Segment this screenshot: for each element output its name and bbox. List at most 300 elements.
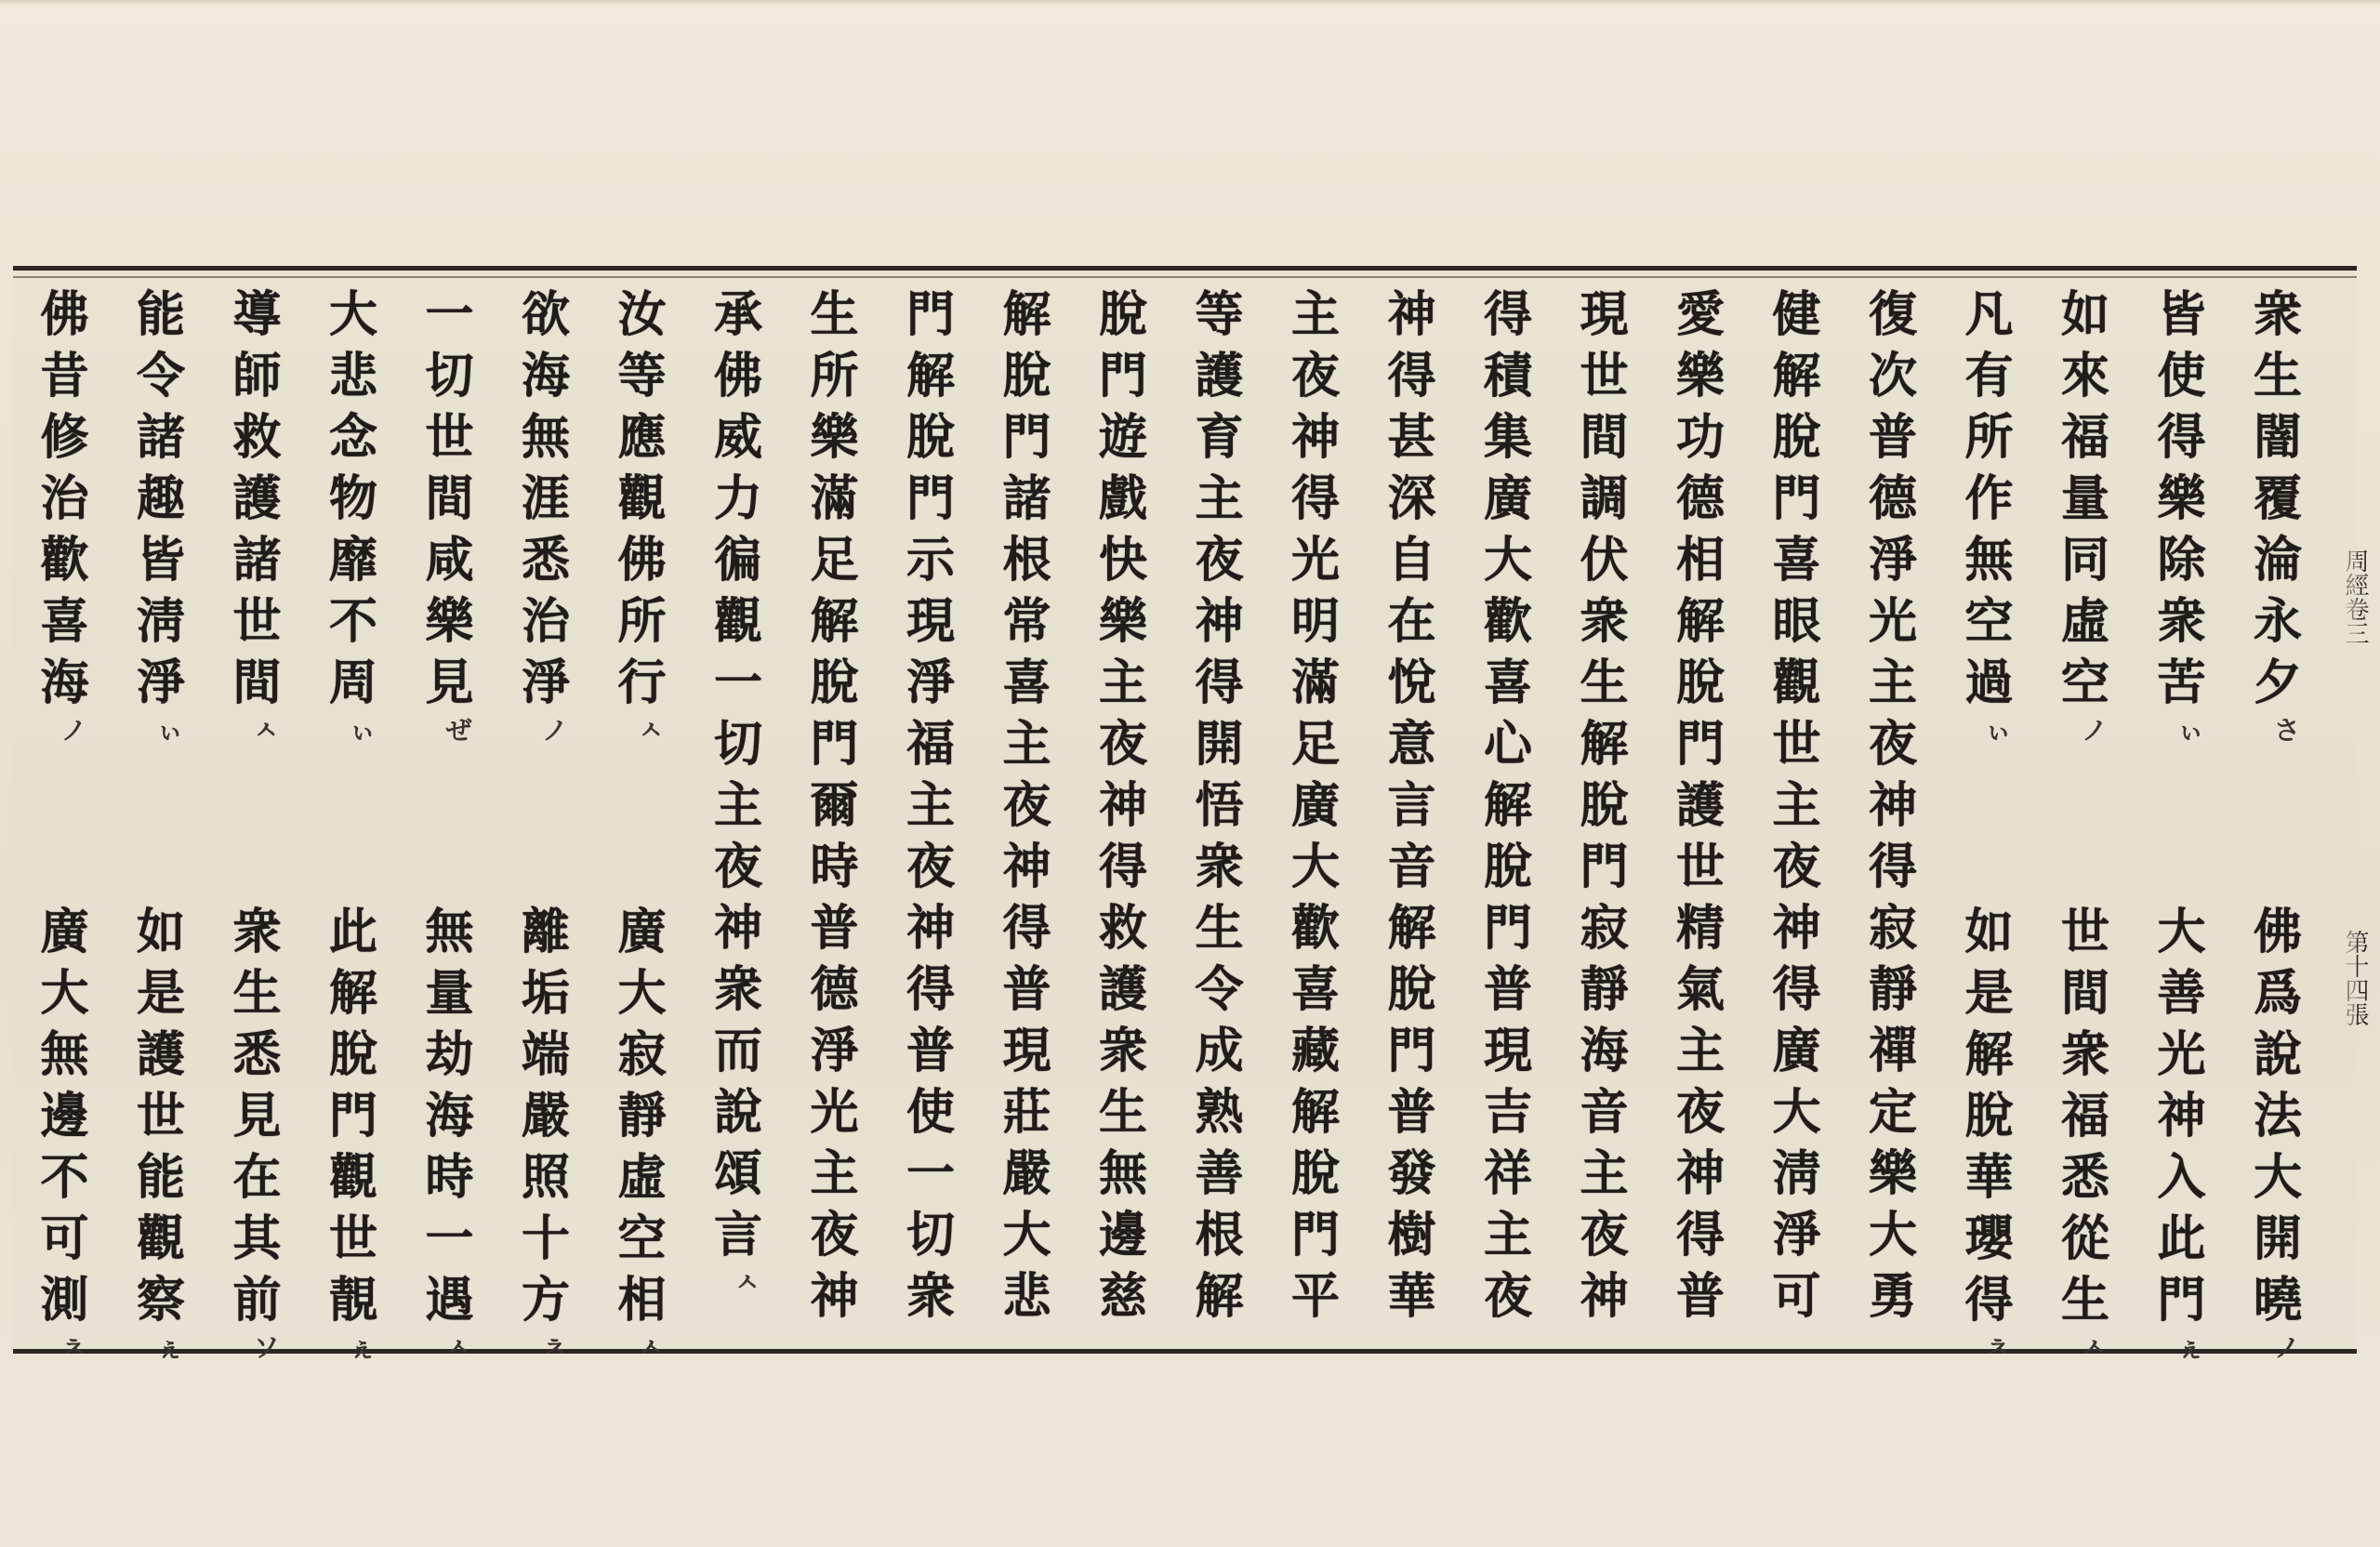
glyph: 主 — [1290, 286, 1340, 343]
glyph: 戲 — [1098, 470, 1147, 527]
glyph: 得 — [906, 961, 955, 1018]
glyph: 普 — [810, 900, 859, 957]
glyph: 咸 — [425, 532, 474, 588]
glyph: 門 — [1290, 1207, 1340, 1263]
glyph: 門 — [1483, 900, 1532, 957]
glyph: 護 — [1675, 777, 1725, 834]
glyph: 神 — [2157, 1088, 2206, 1144]
glyph: 門 — [1772, 470, 1821, 527]
glyph: 大 — [2253, 1149, 2302, 1206]
glyph: 十 — [521, 1210, 570, 1267]
lower-column-annotation: ぇ — [350, 1332, 377, 1363]
glyph: 佛 — [617, 532, 667, 588]
glyph: 主 — [810, 1145, 859, 1202]
lower-column-annotation: ㅅ — [445, 1332, 471, 1363]
glyph: 喜 — [1483, 654, 1532, 711]
glyph: 得 — [1098, 839, 1147, 895]
glyph: 主 — [1868, 654, 1917, 711]
glyph: 淨 — [906, 654, 955, 711]
upper-column-19 — [418, 284, 482, 714]
upper-column-0 — [2246, 284, 2309, 714]
lower-column-annotation: ぇ — [157, 1332, 184, 1363]
glyph: 端 — [521, 1026, 570, 1083]
glyph: 此 — [328, 904, 377, 960]
glyph: 氣 — [1675, 961, 1725, 1018]
glyph: 現 — [906, 593, 955, 650]
upper-column-13 — [996, 284, 1059, 1328]
lower-column-0 — [2246, 902, 2309, 1331]
glyph: 樂 — [1098, 593, 1147, 650]
glyph: 悅 — [1387, 654, 1436, 711]
glyph: 門 — [328, 1088, 377, 1144]
glyph: 瓔 — [1964, 1210, 2014, 1267]
glyph: 夜 — [1483, 1268, 1532, 1325]
glyph: 離 — [521, 904, 570, 960]
glyph: 威 — [713, 409, 762, 466]
glyph: 說 — [713, 1084, 762, 1141]
glyph: 生 — [1195, 900, 1244, 957]
glyph: 大 — [328, 286, 377, 343]
glyph: 靜 — [1580, 961, 1629, 1018]
glyph: 足 — [810, 532, 859, 588]
glyph: 如 — [1964, 904, 2014, 960]
glyph: 此 — [2157, 1210, 2206, 1267]
glyph: 無 — [425, 904, 474, 960]
glyph: 神 — [1195, 593, 1244, 650]
glyph: 大 — [40, 965, 89, 1022]
glyph: 樂 — [1868, 1145, 1917, 1202]
glyph: 得 — [1675, 1207, 1725, 1263]
glyph: 福 — [906, 716, 955, 773]
glyph: 解 — [1675, 593, 1725, 650]
glyph: 言 — [1387, 777, 1436, 834]
lower-column-1 — [2150, 902, 2214, 1331]
glyph: 現 — [1483, 1023, 1532, 1079]
glyph: 所 — [810, 348, 859, 404]
glyph: 定 — [1868, 1084, 1917, 1141]
glyph: 廣 — [1772, 1023, 1821, 1079]
glyph: 脫 — [810, 654, 859, 711]
glyph: 普 — [1675, 1268, 1725, 1325]
glyph: 照 — [521, 1149, 570, 1206]
lower-column-22 — [129, 902, 192, 1331]
glyph: 應 — [617, 409, 667, 466]
glyph: 生 — [1098, 1084, 1147, 1141]
glyph: 察 — [136, 1272, 185, 1329]
glyph: 光 — [2157, 1026, 2206, 1083]
glyph: 德 — [1675, 470, 1725, 527]
glyph: 衆 — [1580, 593, 1629, 650]
upper-column-annotation: ノ — [2082, 715, 2109, 746]
upper-column-annotation: ノ — [542, 715, 569, 746]
glyph: 見 — [425, 654, 474, 711]
lower-column-annotation: ソ — [253, 1332, 280, 1363]
glyph: 莊 — [1002, 1084, 1051, 1141]
glyph: 開 — [2253, 1210, 2302, 1267]
glyph: 衆 — [2060, 1026, 2109, 1083]
lower-column-3 — [1958, 902, 2021, 1331]
glyph: 間 — [232, 654, 282, 711]
glyph: 遊 — [1098, 409, 1147, 466]
glyph: 深 — [1387, 470, 1436, 527]
glyph: 曉 — [2253, 1272, 2302, 1329]
glyph: 廣 — [1483, 470, 1532, 527]
upper-column-annotation: ㅅ — [638, 715, 664, 746]
glyph: 光 — [1290, 532, 1340, 588]
glyph: 徧 — [713, 532, 762, 588]
glyph: 脫 — [1675, 654, 1725, 711]
upper-column-11 — [1188, 284, 1251, 1328]
colophon-upper-text: 周經卷三 — [2341, 549, 2369, 645]
lower-column-annotation: ㅅ — [2082, 1332, 2108, 1363]
glyph: 夜 — [1580, 1207, 1629, 1263]
glyph: 過 — [1964, 654, 2014, 711]
glyph: 淨 — [1868, 532, 1917, 588]
glyph: 夜 — [1772, 839, 1821, 895]
glyph: 夕 — [2253, 654, 2302, 711]
glyph: 樂 — [425, 593, 474, 650]
glyph: 善 — [1195, 1145, 1244, 1202]
glyph: 樂 — [1675, 348, 1725, 404]
upper-column-18 — [514, 284, 577, 714]
upper-column-2 — [2054, 284, 2117, 714]
glyph: 悲 — [1002, 1268, 1051, 1325]
glyph: 爲 — [2253, 965, 2302, 1022]
glyph: 甚 — [1387, 409, 1436, 466]
glyph: 功 — [1675, 409, 1725, 466]
upper-column-1 — [2150, 284, 2214, 714]
glyph: 衆 — [2253, 286, 2302, 343]
glyph: 健 — [1772, 286, 1821, 343]
glyph: 不 — [40, 1149, 89, 1206]
glyph: 普 — [1002, 961, 1051, 1018]
glyph: 導 — [232, 286, 282, 343]
glyph: 集 — [1483, 409, 1532, 466]
glyph: 生 — [2060, 1272, 2109, 1329]
glyph: 神 — [1002, 839, 1051, 895]
glyph: 門 — [906, 286, 955, 343]
glyph: 大 — [1290, 839, 1340, 895]
glyph: 相 — [1675, 532, 1725, 588]
glyph: 可 — [1772, 1268, 1821, 1325]
glyph: 得 — [1964, 1272, 2014, 1329]
glyph: 淨 — [1772, 1207, 1821, 1263]
glyph: 普 — [1483, 961, 1532, 1018]
glyph: 世 — [328, 1210, 377, 1267]
glyph: 無 — [1098, 1145, 1147, 1202]
glyph: 脫 — [906, 409, 955, 466]
glyph: 普 — [906, 1023, 955, 1079]
glyph: 淨 — [136, 654, 185, 711]
glyph: 救 — [232, 409, 282, 466]
glyph: 喜 — [40, 593, 89, 650]
glyph: 衆 — [2157, 593, 2206, 650]
upper-column-4 — [1861, 284, 1924, 1328]
glyph: 平 — [1290, 1268, 1340, 1325]
upper-column-23 — [33, 284, 97, 714]
glyph: 等 — [1195, 286, 1244, 343]
glyph: 念 — [328, 409, 377, 466]
glyph: 世 — [232, 593, 282, 650]
glyph: 寂 — [1868, 900, 1917, 957]
glyph: 靚 — [328, 1272, 377, 1329]
glyph: 世 — [1580, 348, 1629, 404]
glyph: 得 — [1483, 286, 1532, 343]
glyph: 諸 — [1002, 470, 1051, 527]
glyph: 欲 — [521, 286, 570, 343]
glyph: 力 — [713, 470, 762, 527]
glyph: 夜 — [1098, 716, 1147, 773]
glyph: 熟 — [1195, 1084, 1244, 1141]
glyph: 可 — [40, 1210, 89, 1267]
glyph: 衆 — [1098, 1023, 1147, 1079]
glyph: 淪 — [2253, 532, 2302, 588]
glyph: 解 — [1580, 716, 1629, 773]
glyph: 凡 — [1964, 286, 2014, 343]
glyph: 神 — [1868, 777, 1917, 834]
glyph: 諸 — [232, 532, 282, 588]
lower-column-17 — [611, 902, 674, 1331]
upper-column-3 — [1958, 284, 2021, 714]
upper-column-annotation: ぜ — [445, 715, 472, 746]
glyph: 廣 — [1290, 777, 1340, 834]
glyph: 能 — [136, 1149, 185, 1206]
glyph: 廣 — [617, 904, 667, 960]
glyph: 其 — [232, 1210, 282, 1267]
upper-column-14 — [899, 284, 962, 1328]
glyph: 護 — [1195, 348, 1244, 404]
glyph: 夜 — [1868, 716, 1917, 773]
glyph: 脫 — [1772, 409, 1821, 466]
glyph: 廣 — [40, 904, 89, 960]
glyph: 次 — [1868, 348, 1917, 404]
glyph: 吉 — [1483, 1084, 1532, 1141]
glyph: 皆 — [136, 532, 185, 588]
glyph: 復 — [1868, 286, 1917, 343]
glyph: 夜 — [713, 839, 762, 895]
glyph: 勇 — [1868, 1268, 1917, 1325]
glyph: 見 — [232, 1088, 282, 1144]
glyph: 福 — [2060, 1088, 2109, 1144]
glyph: 衆 — [906, 1268, 955, 1325]
glyph: 現 — [1002, 1023, 1051, 1079]
glyph: 脫 — [1098, 286, 1147, 343]
glyph: 得 — [1868, 839, 1917, 895]
glyph: 大 — [1772, 1084, 1821, 1141]
glyph: 切 — [713, 716, 762, 773]
glyph: 間 — [2060, 965, 2109, 1022]
glyph: 無 — [521, 409, 570, 466]
glyph: 在 — [232, 1149, 282, 1206]
glyph: 眼 — [1772, 593, 1821, 650]
glyph: 海 — [521, 348, 570, 404]
glyph: 現 — [1580, 286, 1629, 343]
glyph: 相 — [617, 1272, 667, 1329]
glyph: 有 — [1964, 348, 2014, 404]
glyph: 主 — [906, 777, 955, 834]
upper-column-15 — [803, 284, 866, 1328]
glyph: 除 — [2157, 532, 2206, 588]
upper-column-21 — [226, 284, 289, 714]
glyph: 一 — [906, 1145, 955, 1202]
glyph: 時 — [425, 1149, 474, 1206]
glyph: 行 — [617, 654, 667, 711]
upper-column-7 — [1573, 284, 1636, 1328]
glyph: 藏 — [1290, 1023, 1340, 1079]
glyph: 解 — [1002, 286, 1051, 343]
lower-column-2 — [2054, 902, 2117, 1331]
glyph: 爾 — [810, 777, 859, 834]
glyph: 海 — [425, 1088, 474, 1144]
glyph: 主 — [1002, 716, 1051, 773]
glyph: 成 — [1195, 1023, 1244, 1079]
lower-column-18 — [514, 902, 577, 1331]
glyph: 主 — [1195, 470, 1244, 527]
glyph: 滿 — [1290, 654, 1340, 711]
glyph: 嚴 — [1002, 1145, 1051, 1202]
glyph: 主 — [1772, 777, 1821, 834]
upper-column-annotation: さ — [2274, 715, 2301, 746]
glyph: 從 — [2060, 1210, 2109, 1267]
glyph: 大 — [617, 965, 667, 1022]
glyph: 歡 — [1483, 593, 1532, 650]
glyph: 生 — [1580, 654, 1629, 711]
glyph: 脫 — [1964, 1088, 2014, 1144]
glyph: 神 — [713, 900, 762, 957]
glyph: 悉 — [232, 1026, 282, 1083]
glyph: 如 — [2060, 286, 2109, 343]
glyph: 門 — [1387, 1023, 1436, 1079]
glyph: 救 — [1098, 900, 1147, 957]
glyph: 間 — [1580, 409, 1629, 466]
glyph: 神 — [1387, 286, 1436, 343]
glyph: 解 — [810, 593, 859, 650]
upper-column-22 — [129, 284, 192, 714]
glyph: 育 — [1195, 409, 1244, 466]
glyph: 門 — [1002, 409, 1051, 466]
glyph: 大 — [1002, 1207, 1051, 1263]
glyph: 間 — [425, 470, 474, 527]
lower-column-20 — [322, 902, 385, 1331]
glyph: 淸 — [136, 593, 185, 650]
glyph: 主 — [1483, 1207, 1532, 1263]
glyph: 脫 — [1580, 777, 1629, 834]
glyph: 悲 — [328, 348, 377, 404]
glyph: 脫 — [1290, 1145, 1340, 1202]
glyph: 佛 — [2253, 904, 2302, 960]
glyph: 普 — [1387, 1084, 1436, 1141]
glyph: 善 — [2157, 965, 2206, 1022]
glyph: 衆 — [232, 904, 282, 960]
upper-column-annotation: ぃ — [2177, 715, 2204, 746]
glyph: 承 — [713, 286, 762, 343]
glyph: 神 — [1675, 1145, 1725, 1202]
glyph: 苦 — [2157, 654, 2206, 711]
glyph: 世 — [2060, 904, 2109, 960]
glyph: 海 — [1580, 1023, 1629, 1079]
upper-column-annotation: ぃ — [350, 715, 377, 746]
glyph: 令 — [136, 348, 185, 404]
glyph: 切 — [425, 348, 474, 404]
glyph: 淸 — [1772, 1145, 1821, 1202]
glyph: 方 — [521, 1272, 570, 1329]
glyph: 明 — [1290, 593, 1340, 650]
glyph: 解 — [1195, 1268, 1244, 1325]
glyph: 華 — [1387, 1268, 1436, 1325]
glyph: 調 — [1580, 470, 1629, 527]
glyph: 治 — [40, 470, 89, 527]
glyph: 解 — [1964, 1026, 2014, 1083]
glyph: 涯 — [521, 470, 570, 527]
upper-column-annotation: ぃ — [157, 715, 184, 746]
glyph: 祥 — [1483, 1145, 1532, 1202]
glyph: 海 — [40, 654, 89, 711]
upper-column-8 — [1476, 284, 1540, 1328]
glyph: 得 — [1002, 900, 1051, 957]
glyph: 大 — [1868, 1207, 1917, 1263]
glyph: 佛 — [713, 348, 762, 404]
glyph: 根 — [1002, 532, 1051, 588]
glyph: 開 — [1195, 716, 1244, 773]
glyph: 淨 — [521, 654, 570, 711]
glyph: 大 — [1483, 532, 1532, 588]
glyph: 無 — [1964, 532, 2014, 588]
glyph: 同 — [2060, 532, 2109, 588]
glyph: 解 — [328, 965, 377, 1022]
glyph: 世 — [1772, 716, 1821, 773]
upper-column-20 — [322, 284, 385, 714]
glyph: 得 — [1772, 961, 1821, 1018]
glyph: 靡 — [328, 532, 377, 588]
glyph: 夜 — [1195, 532, 1244, 588]
glyph: 光 — [1868, 593, 1917, 650]
lower-column-annotation: ㅊ — [542, 1332, 568, 1363]
glyph: 意 — [1387, 716, 1436, 773]
glyph: 永 — [2253, 593, 2302, 650]
glyph: 脫 — [1483, 839, 1532, 895]
upper-column-17 — [611, 284, 674, 714]
lower-column-annotation: ぇ — [2177, 1332, 2204, 1363]
glyph: 覆 — [2253, 470, 2302, 527]
glyph: 夜 — [1002, 777, 1051, 834]
glyph: 修 — [40, 409, 89, 466]
glyph: 來 — [2060, 348, 2109, 404]
glyph: 樂 — [2157, 470, 2206, 527]
glyph: 音 — [1580, 1084, 1629, 1141]
glyph: 主 — [1098, 654, 1147, 711]
glyph: 量 — [2060, 470, 2109, 527]
glyph: 靜 — [617, 1088, 667, 1144]
glyph: 法 — [2253, 1088, 2302, 1144]
glyph: 夜 — [1675, 1084, 1725, 1141]
glyph: 師 — [232, 348, 282, 404]
glyph: 神 — [1098, 777, 1147, 834]
glyph: 愛 — [1675, 286, 1725, 343]
glyph: 世 — [425, 409, 474, 466]
page-fold-shadow — [0, 0, 2380, 6]
glyph: 護 — [1098, 961, 1147, 1018]
glyph: 淨 — [810, 1023, 859, 1079]
glyph: 喜 — [1002, 654, 1051, 711]
glyph: 空 — [2060, 654, 2109, 711]
glyph: 悉 — [2060, 1149, 2109, 1206]
glyph: 前 — [232, 1272, 282, 1329]
glyph: 是 — [1964, 965, 2014, 1022]
glyph: 汝 — [617, 286, 667, 343]
glyph: 樹 — [1387, 1207, 1436, 1263]
glyph: 使 — [906, 1084, 955, 1141]
glyph: 主 — [1675, 1023, 1725, 1079]
